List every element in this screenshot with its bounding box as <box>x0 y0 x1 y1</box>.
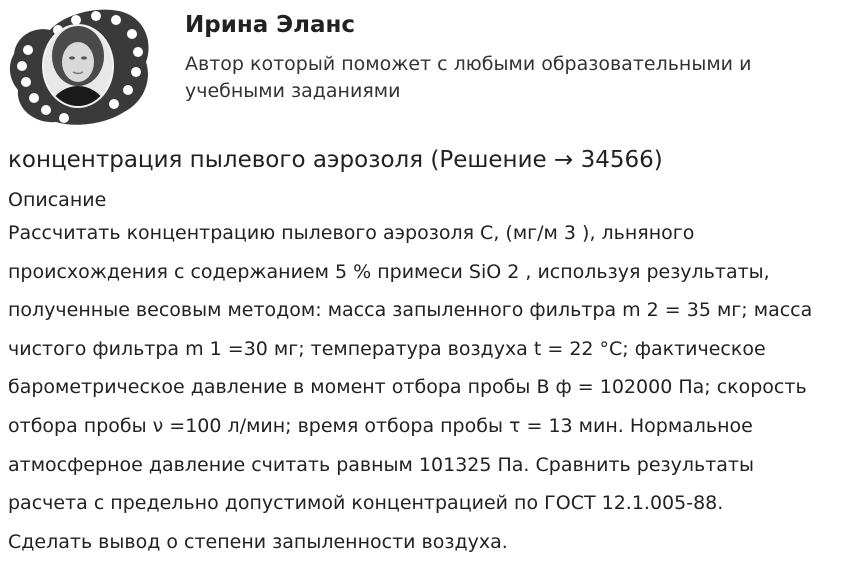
description-line: происхождения с содержанием 5 % примеси SiO 2 , используя результаты, <box>8 260 770 283</box>
author-name[interactable]: Ирина Эланс <box>185 12 356 38</box>
description-body <box>8 214 838 561</box>
film-strip-frame-avatar-icon <box>6 6 152 128</box>
author-description <box>185 51 825 105</box>
description-line: чистого фильтра m 1 =30 мг; температура воздуха t = 22 °С; фактическое <box>8 337 766 360</box>
description-line: атмосферное давление считать равным 101325 Па. Сравнить результаты <box>8 453 754 476</box>
page-title: концентрация пылевого аэрозоля (Решение → 34566) <box>8 147 663 173</box>
author-description-line: Автор который поможет с любыми образовательными и <box>185 53 752 75</box>
description-line: расчета с предельно допустимой концентрацией по ГОСТ 12.1.005-88. <box>8 492 724 515</box>
description-heading: Описание <box>8 189 107 211</box>
description-line: отбора пробы ν =100 л/мин; время отбора пробы τ = 13 мин. Нормальное <box>8 414 753 437</box>
description-line: полученные весовым методом: масса запыленного фильтра m 2 = 35 мг; масса <box>8 299 813 322</box>
author-header <box>0 0 847 130</box>
description-line: Сделать вывод о степени запыленности воздуха. <box>8 530 508 553</box>
author-description-line: учебными заданиями <box>185 80 401 102</box>
author-avatar[interactable] <box>6 6 152 128</box>
description-line: барометрическое давление в момент отбора пробы В ф = 102000 Па; скорость <box>8 376 807 399</box>
description-line: Рассчитать концентрацию пылевого аэрозоля С, (мг/м 3 ), льняного <box>8 222 695 244</box>
